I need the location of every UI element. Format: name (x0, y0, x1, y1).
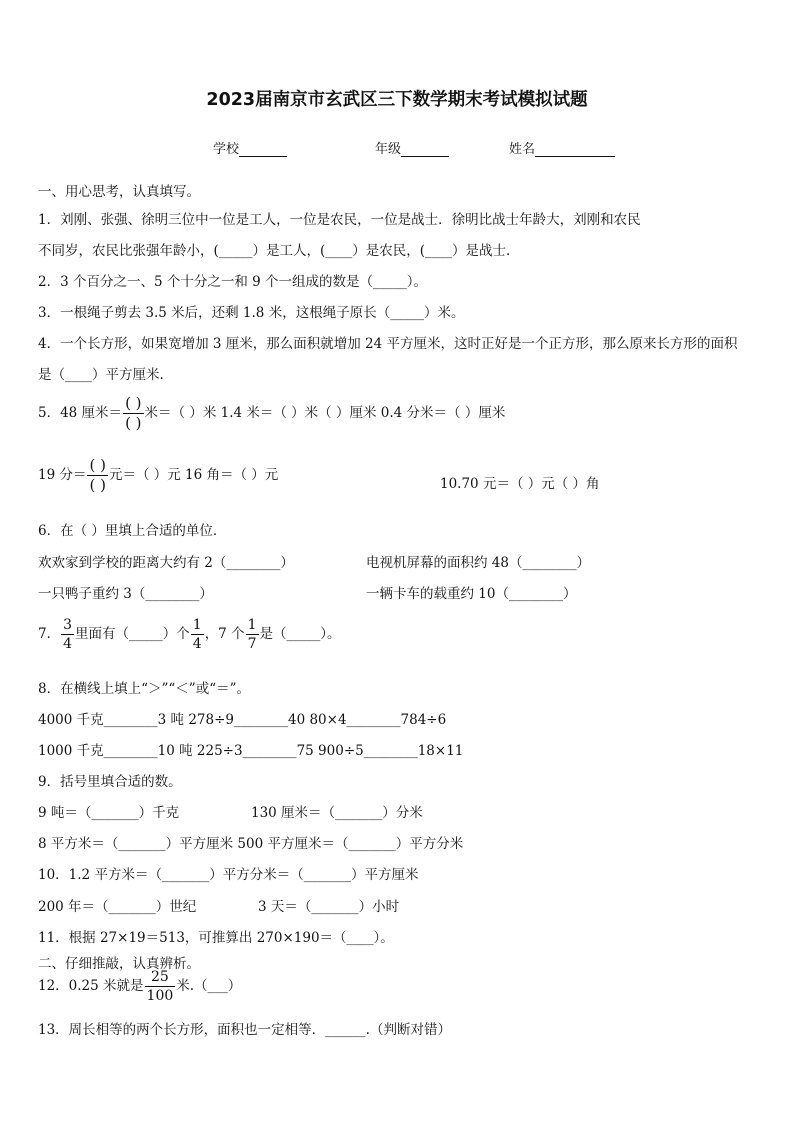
question-9-row-2: 8 平方米＝（_______）平方厘米 500 平方厘米＝（_______）平方分米 (38, 836, 464, 852)
question-4-line-2: 是（____）平方厘米. (38, 367, 164, 383)
q7-f1-num: 3 (63, 617, 73, 633)
q7-suffix: 是（_____）。 (259, 626, 341, 642)
q5-a-numerator[interactable]: ( ) (125, 394, 142, 412)
q7-f3-num: 1 (247, 617, 257, 633)
school-blank[interactable] (239, 143, 287, 157)
question-9-row-1-b: 130 厘米＝（_______）分米 (251, 805, 423, 821)
question-9-intro: 9．括号里填合适的数。 (38, 774, 182, 790)
q5-b-numerator[interactable]: ( ) (89, 456, 106, 474)
question-12 (38, 970, 241, 1003)
name-label: 姓名 (509, 142, 536, 157)
q7-f2-num: 1 (192, 617, 202, 633)
q12-num: 25 (150, 969, 169, 985)
q5-b-rest: 元＝（ ）元 16 角＝（ ）元 (108, 467, 279, 483)
question-1-line-2: 不同岁，农民比张强年龄小，(_____）是工人，(____）是农民，(____）是战士． (38, 243, 520, 259)
question-5-row-2-right: 10.70 元＝（ ）元（ ）角 (440, 476, 600, 492)
question-6-b: 电视机屏幕的面积约 48（________） (366, 555, 590, 571)
question-6-a: 欢欢家到学校的距离大约有 2（________） (38, 555, 294, 571)
q5-a-rest: 米＝（ ）米 1.4 米＝（ ）米（ ）厘米 0.4 分米＝（ ）厘米 (144, 405, 506, 421)
question-1-line-1: 1．刘刚、张强、徐明三位中一位是工人，一位是农民，一位是战士．徐明比战士年龄大，刘刚和农民 (38, 212, 641, 228)
question-6-intro: 6．在（ ）里填上合适的单位． (38, 523, 227, 539)
grade-blank[interactable] (401, 143, 449, 157)
q7-prefix: 7． (38, 626, 61, 642)
q7-fraction-2 (191, 618, 204, 651)
q5-a-prefix: 5．48 厘米＝ (38, 405, 123, 421)
question-5-row-2 (38, 458, 278, 493)
question-8-row-2: 1000 千克________10 吨 225÷3________75 900÷5________18×11 (38, 743, 464, 759)
q7-mid-2: ，7 个 (204, 626, 245, 642)
question-9-row-1-a: 9 吨＝（_______）千克 (38, 805, 180, 821)
section-heading-1: 一、用心思考，认真填写。 (38, 184, 200, 200)
q5-b-fraction (87, 458, 107, 493)
question-13: 13．周长相等的两个长方形，面积也一定相等．______.（判断对错） (38, 1022, 451, 1038)
grade-field (375, 138, 449, 157)
q12-suffix: 米.（___） (176, 978, 242, 994)
question-8-row-1: 4000 千克________3 吨 278÷9________40 80×4________784÷6 (38, 712, 447, 728)
question-2: 2．3 个百分之一、5 个十分之一和 9 个一组成的数是（_____）。 (38, 274, 428, 290)
name-field (509, 138, 615, 157)
grade-label: 年级 (375, 142, 402, 157)
q5-b-prefix: 19 分＝ (38, 467, 87, 483)
question-4-line-1: 4．一个长方形，如果宽增加 3 厘米，那么面积就增加 24 平方厘米，这时正好是一个正方形，那么原来长方形的面积 (38, 336, 738, 352)
school-field (213, 138, 287, 157)
q12-fraction (145, 970, 176, 1003)
question-10-row-1: 10．1.2 平方米＝（_______）平方分米＝（_______）平方厘米 (38, 867, 419, 883)
question-6-c: 一只鸭子重约 3（________） (38, 586, 213, 602)
question-6-d: 一辆卡车的载重约 10（________） (366, 586, 577, 602)
q5-b-denominator[interactable]: ( ) (89, 476, 106, 494)
q12-den: 100 (146, 988, 174, 1004)
q12-prefix: 12．0.25 米就是 (38, 978, 144, 994)
school-label: 学校 (213, 142, 240, 157)
question-10-row-2-a: 200 年＝（_______）世纪 (38, 899, 197, 915)
q7-mid-1: 里面有（_____）个 (75, 626, 190, 642)
question-10-row-2-b: 3 天＝（_______）小时 (258, 899, 400, 915)
question-8-intro: 8．在横线上填上“＞”“＜”或“＝”。 (38, 681, 250, 697)
question-5-row-1 (38, 396, 505, 431)
q5-a-denominator[interactable]: ( ) (125, 414, 142, 432)
q7-f3-den: 7 (247, 636, 257, 652)
question-11: 11．根据 27×19＝513，可推算出 270×190＝（____）。 (38, 930, 394, 946)
name-blank[interactable] (535, 143, 615, 157)
question-3: 3．一根绳子剪去 3.5 米后，还剩 1.8 米，这根绳子原长（_____）米。 (38, 305, 465, 321)
q5-a-fraction (123, 396, 143, 431)
q7-f1-den: 4 (63, 636, 73, 652)
q7-f2-den: 4 (192, 636, 202, 652)
page-title: 2023届南京市玄武区三下数学期末考试模拟试题 (206, 90, 588, 110)
q7-fraction-3 (246, 618, 259, 651)
section-heading-2: 二、仔细推敲，认真辨析。 (38, 956, 200, 972)
question-7 (38, 618, 341, 651)
q7-fraction-1 (61, 618, 74, 651)
